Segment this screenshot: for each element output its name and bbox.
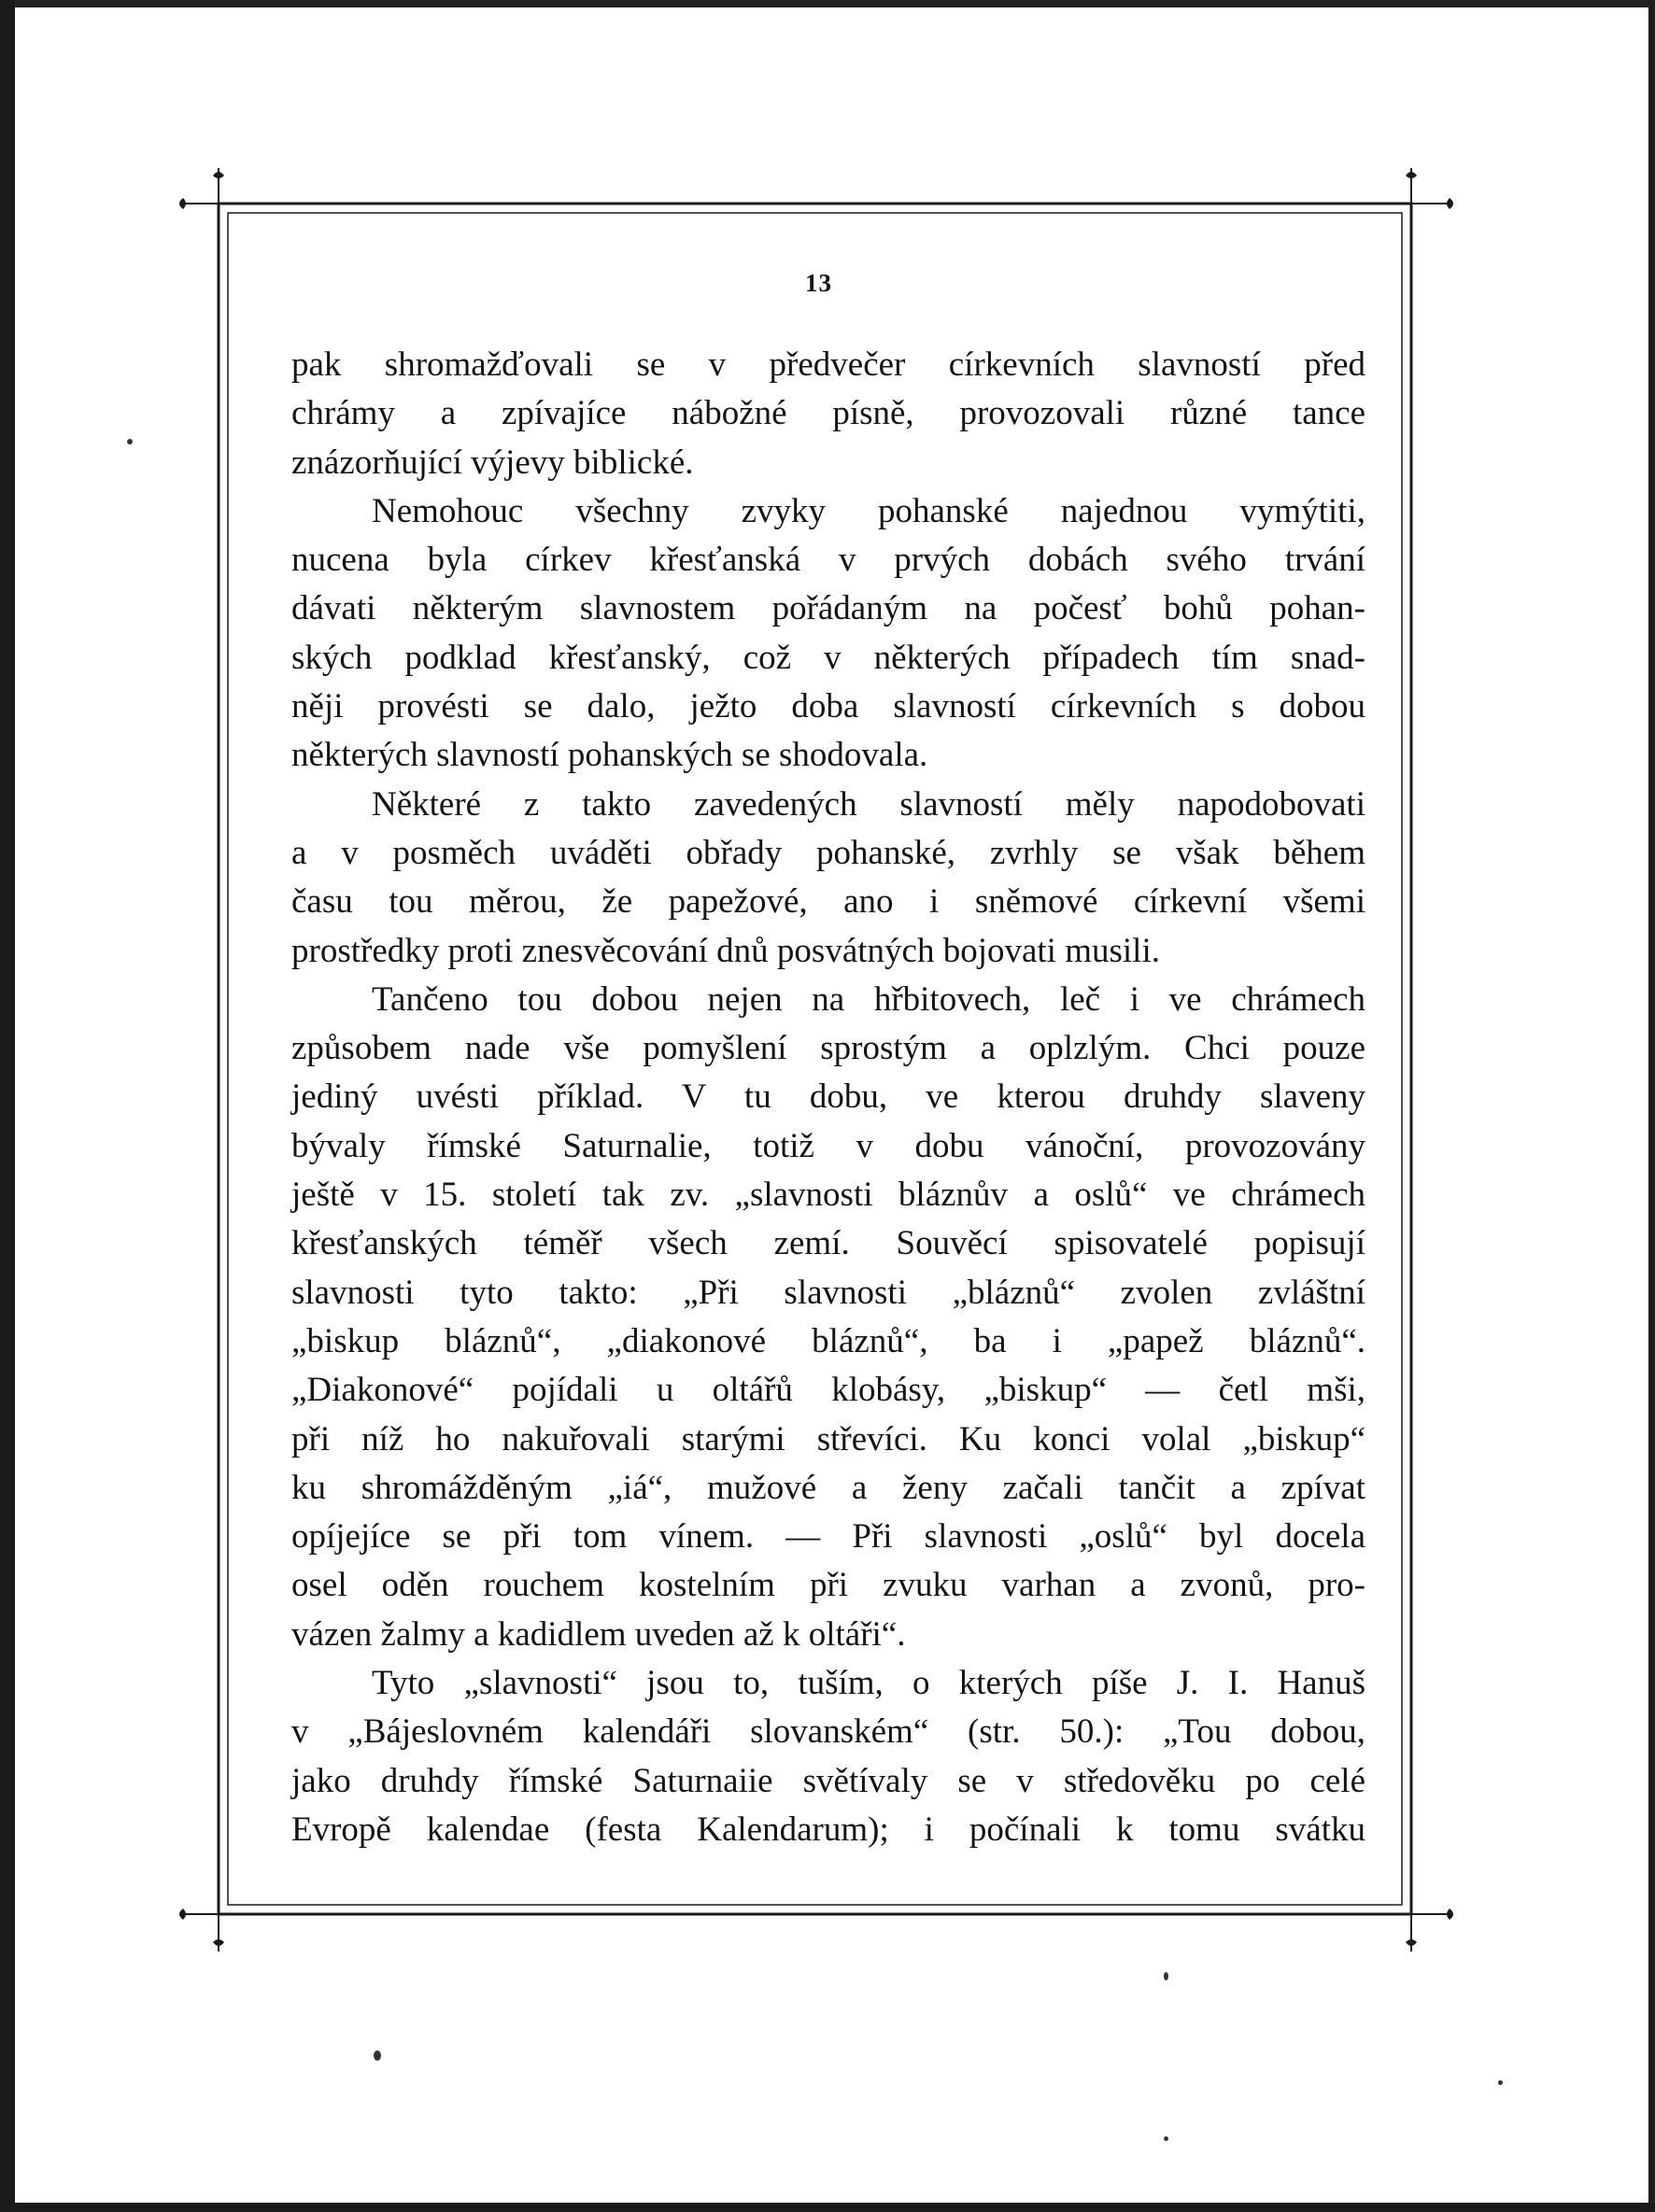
- scan-speck: [1164, 1972, 1168, 1980]
- text-line: osel oděn rouchem kostelním při zvuku varhan a zvonů, pro-: [291, 1566, 1365, 1605]
- text-line: dávati některým slavnostem pořádaným na počesť bohů pohan-: [291, 589, 1365, 628]
- page-number: 13: [805, 269, 832, 297]
- text-line: křesťanských téměř všech zemí. Souvěcí spisovatelé popisují: [291, 1224, 1365, 1263]
- scan-speck: [127, 439, 133, 444]
- paragraph: [291, 1659, 1365, 1854]
- body-text: [291, 341, 1365, 1854]
- text-line: v „Bájeslovném kalendáři slovanském“ (str. 50.): „Tou dobou,: [291, 1712, 1365, 1752]
- text-line: vázen žalmy a kadidlem uveden až k oltáři“.: [291, 1614, 906, 1654]
- paragraph: [291, 781, 1365, 976]
- text-line: znázorňující výjevy biblické.: [291, 443, 694, 482]
- text-line: „biskup bláznů“, „diakonové bláznů“, ba i „papež bláznů“.: [291, 1321, 1365, 1360]
- text-line: prostředky proti znesvěcování dnů posvátných bojovati musili.: [291, 931, 1160, 970]
- text-line: jediný uvésti příklad. V tu dobu, ve kterou druhdy slaveny: [291, 1078, 1365, 1117]
- text-line: Tančeno tou dobou nejen na hřbitovech, leč i ve chrámech: [372, 979, 1365, 1019]
- text-line: ku shromážděným „iá“, mužové a ženy začali tančit a zpívat: [291, 1468, 1365, 1507]
- text-line: Evropě kalendae (festa Kalendarum); i počínali k tomu svátku: [291, 1810, 1365, 1849]
- text-line: nucena byla církev křesťanská v prvých dobách svého trvání: [291, 541, 1365, 580]
- text-line: ještě v 15. století tak zv. „slavnosti bláznův a oslů“ ve chrámech: [291, 1176, 1365, 1215]
- text-line: „Diakonové“ pojídali u oltářů klobásy, „biskup“ — četl mši,: [291, 1371, 1365, 1410]
- text-line: času tou měrou, že papežové, ano i sněmové církevní všemi: [291, 882, 1365, 922]
- text-line: slavnosti tyto takto: „Při slavnosti „bláznů“ zvolen zvláštní: [291, 1273, 1365, 1312]
- text-line: pak shromažďovali se v předvečer církevních slavností před: [291, 345, 1365, 384]
- paragraph: [291, 487, 1365, 781]
- text-line: bývaly římské Saturnalie, totiž v dobu vánoční, provozovány: [291, 1126, 1365, 1165]
- text-line: chrámy a zpívajíce nábožné písně, provozovali různé tance: [291, 394, 1365, 433]
- text-line: ských podklad křesťanský, což v některých případech tím snad-: [291, 638, 1365, 677]
- text-line: Nemohouc všechny zvyky pohanské najednou vymýtiti,: [372, 491, 1365, 530]
- scan-speck: [1498, 2080, 1503, 2085]
- text-line: způsobem nade vše pomyšlení sprostým a oplzlým. Chci pouze: [291, 1029, 1365, 1068]
- scan-speck: [374, 2050, 381, 2061]
- text-line: něji provésti se dalo, ježto doba slavností církevních s dobou: [291, 687, 1365, 726]
- text-line: Tyto „slavnosti“ jsou to, tuším, o kterých píše J. I. Hanuš: [372, 1664, 1365, 1703]
- text-line: opíjejíce se při tom vínem. — Při slavnosti „oslů“ byl docela: [291, 1517, 1365, 1557]
- paragraph: [291, 976, 1365, 1659]
- text-line: Některé z takto zavedených slavností měly napodobovati: [372, 784, 1365, 824]
- text-line: při níž ho nakuřovali starými střevíci. Ku konci volal „biskup“: [291, 1419, 1365, 1458]
- text-line: některých slavností pohanských se shodovala.: [291, 736, 928, 775]
- text-line: jako druhdy římské Saturnaiie světívaly se v středověku po celé: [291, 1761, 1365, 1800]
- paragraph: [291, 341, 1365, 487]
- text-line: a v posměch uváděti obřady pohanské, zvrhly se však během: [291, 833, 1365, 872]
- scan-speck: [1164, 2136, 1168, 2141]
